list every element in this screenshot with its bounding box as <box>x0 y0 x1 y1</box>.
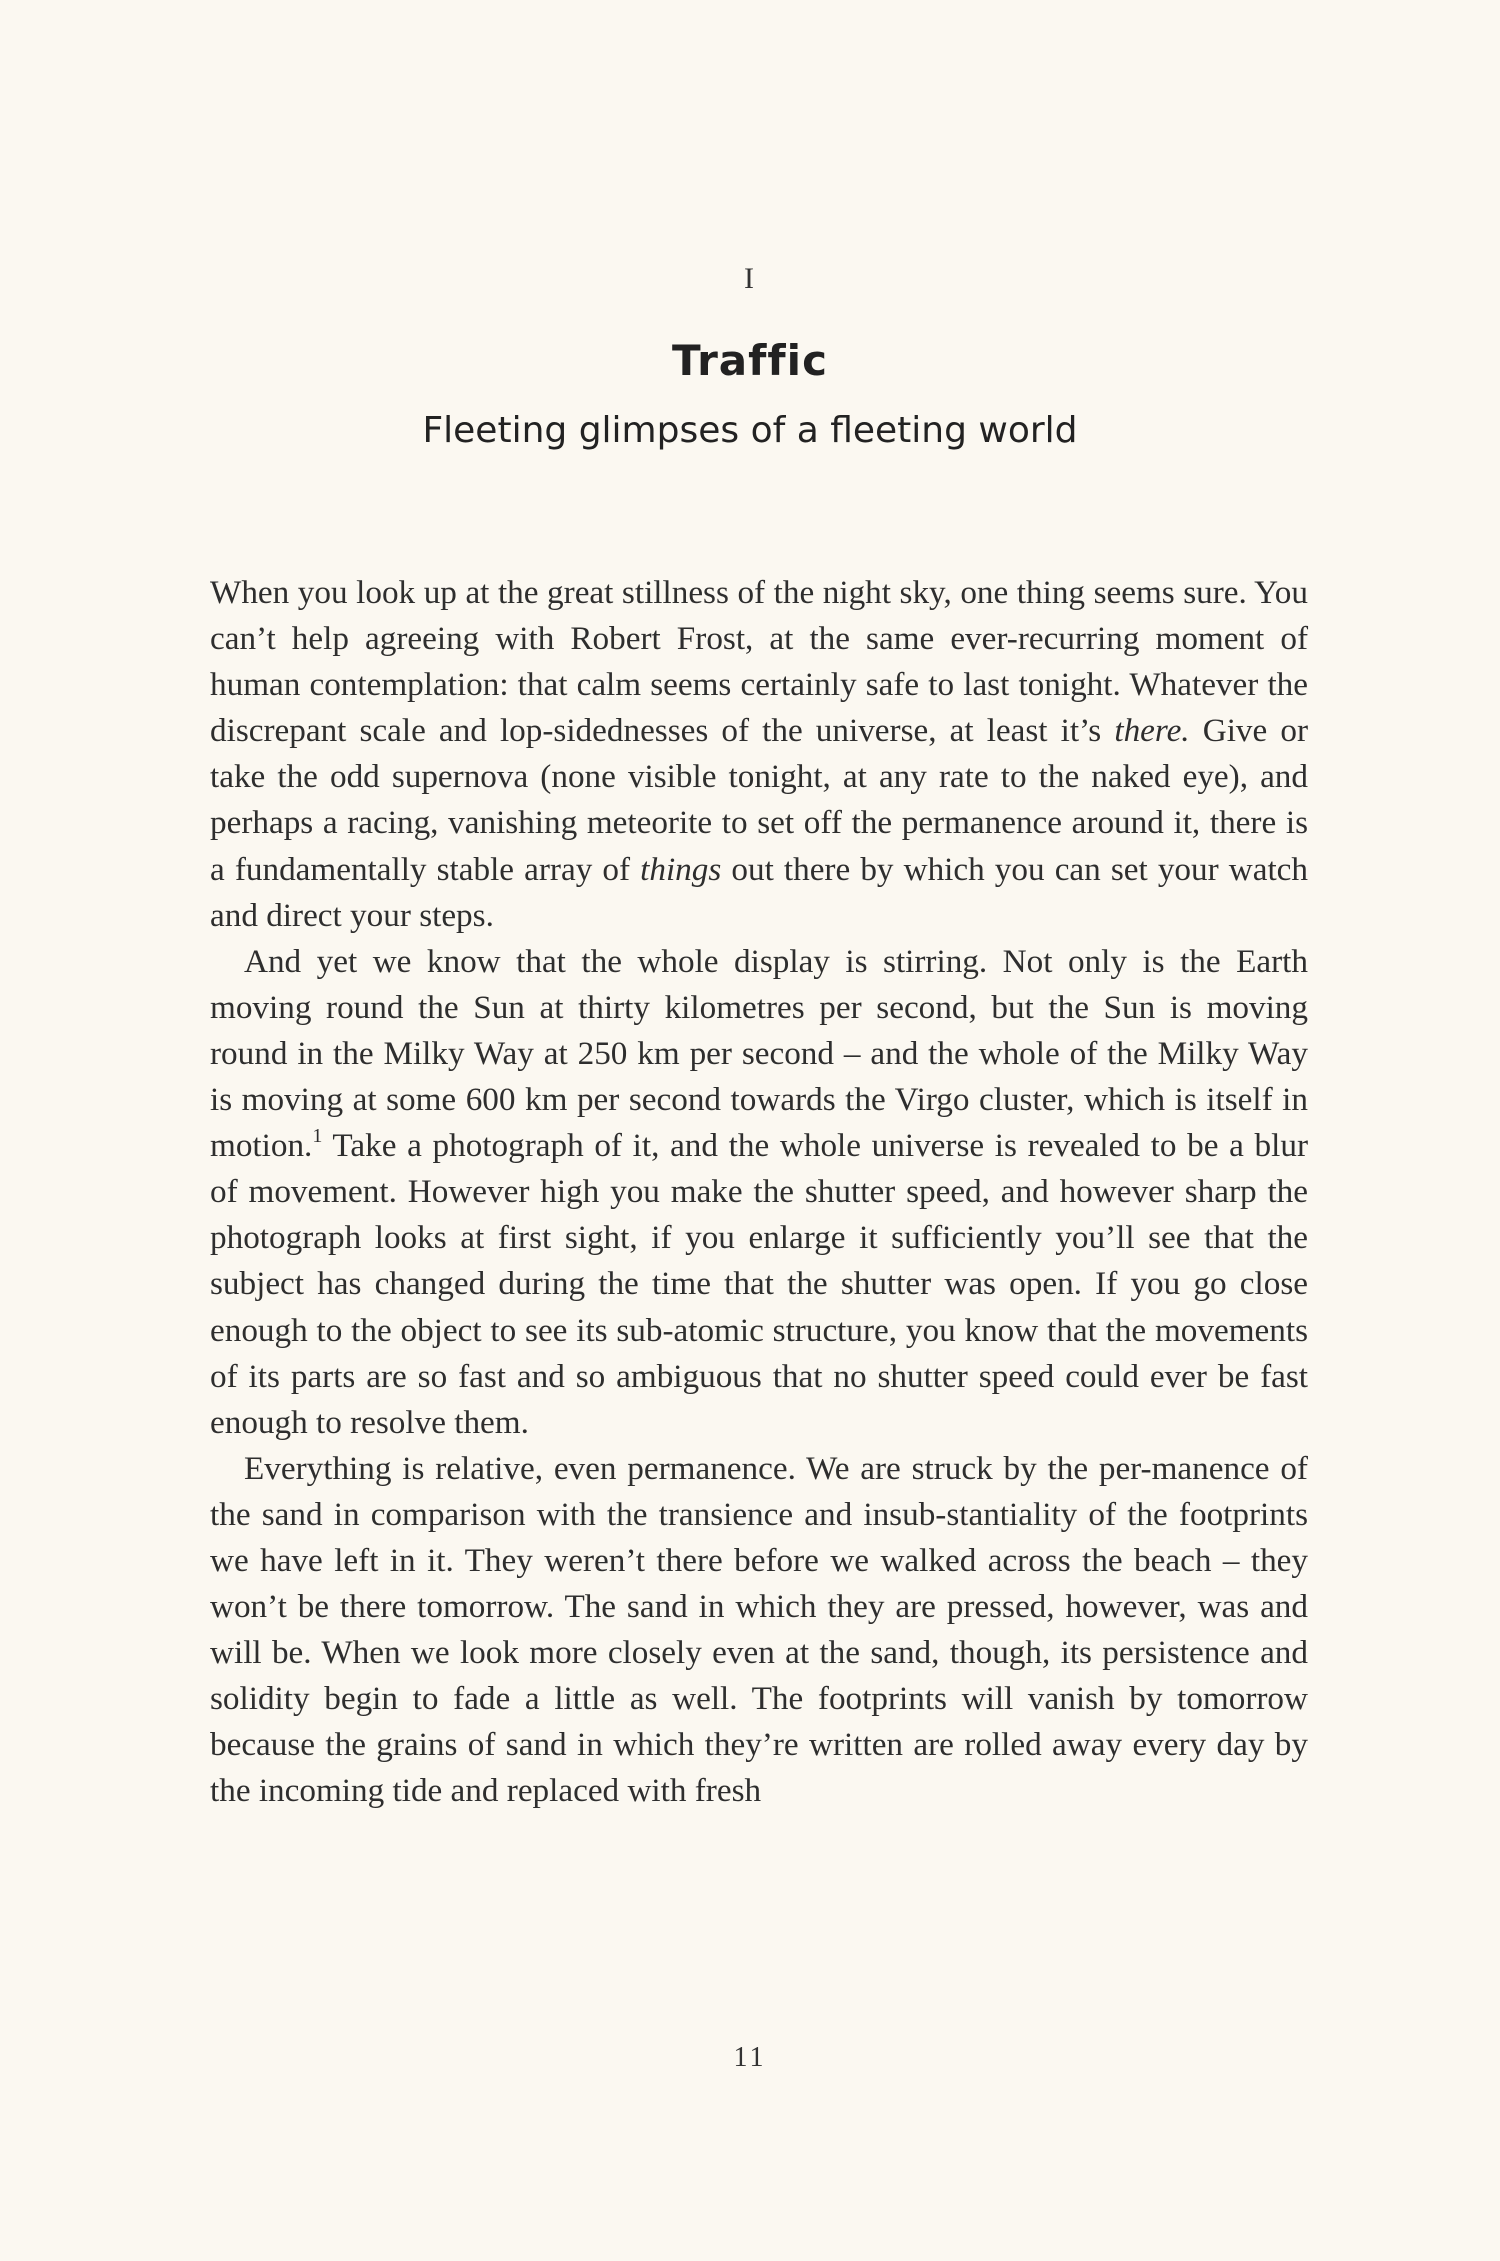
paragraph-1-part-b: Give or take the odd supernova (none visible tonight, at any rate to the naked eye), and perhaps a racing, vanishing meteorite to set off the permanence around it, there is a fundamentally stable array of <box>210 712 1308 888</box>
chapter-number: I <box>744 262 756 295</box>
chapter-title: Traffic <box>672 336 828 385</box>
body-text <box>210 570 1308 1815</box>
paragraph-1-part-a: When you look up at the great stillness of the night sky, one thing seems sure. You can’t help agreeing with Robert Frost, at the same ever-recurring moment of human contemplation: that calm seems certainly safe to last tonight. Whatever the discrepant scale and lop-sidednesses of the universe, at least it’s <box>210 574 1308 750</box>
paragraph-1-part-c: out there by which you can set your watch and direct your steps. <box>210 850 1308 934</box>
paragraph-2-part-a: And yet we know that the whole display is stirring. Not only is the Earth moving round the Sun at thirty kilometres per second, but the Sun is moving round in the Milky Way at 250 km per second – and the whole of the Milky Way is moving at some 600 km per second towards the Virgo cluster, which is itself in motion. <box>210 942 1308 1165</box>
paragraph-3: Everything is relative, even permanence. We are struck by the per-manence of the sand in comparison with the transience and insub-stantiality of the footprints we have left in it. They weren’t there before we walked across the beach – they won’t be there tomorrow. The sand in which they are pressed, however, was and will be. When we look more closely even at the sand, though, its persistence and solidity begin to fade a little as well. The footprints will vanish by tomorrow because the grains of sand in which they’re written are rolled away every day by the incoming tide and replaced with fresh <box>210 1449 1308 1810</box>
paragraph-2 <box>210 939 1308 1446</box>
footnote-marker: 1 <box>312 1125 323 1148</box>
emphasis-there: there. <box>1114 712 1190 750</box>
chapter-subtitle: Fleeting glimpses of a fleeting world <box>422 410 1078 451</box>
emphasis-things: things <box>640 850 722 888</box>
page-number: 11 <box>733 2042 767 2073</box>
paragraph-2-part-b: Take a photograph of it, and the whole universe is revealed to be a blur of movement. However high you make the shutter speed, and however sharp the photograph looks at first sight, if you enlarge it sufficiently you’ll see that the subject has changed during the time that the shutter was open. If you go close enough to the object to see its sub-atomic structure, you know that the movements of its parts are so fast and so ambiguous that no shutter speed could ever be fast enough to resolve them. <box>210 1127 1308 1441</box>
paragraph-1 <box>210 570 1308 939</box>
